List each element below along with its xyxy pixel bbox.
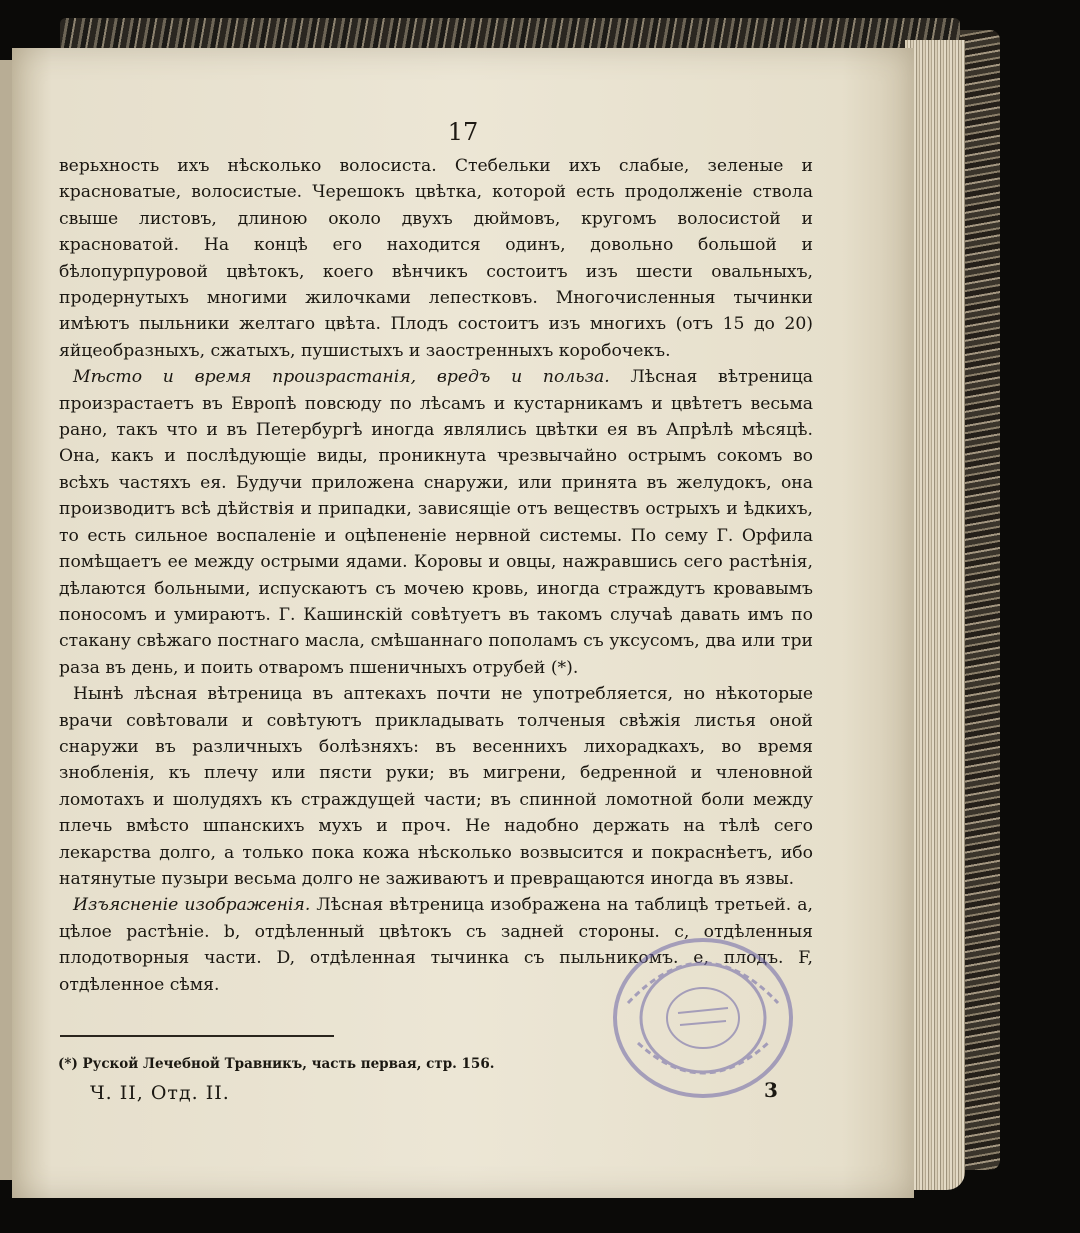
book-cover-edge: [960, 30, 1000, 1170]
book-top-edge: [60, 18, 960, 50]
paragraph-text: верьхность ихъ нѣсколько волосиста. Стебельки ихъ слабые, зеленые и красноватые, волосистые. Черешокъ цвѣтка, которой есть продолженіе ствола свыше листовъ, длиною около двухъ дюймовъ, кругомъ волосистой и красноватой. На концѣ его находится одинъ, довольно большой и бѣлопурпуровой цвѣтокъ, коего вѣнчикъ состоитъ изъ шести овальныхъ, продернутыхъ многими жилочками лепестковъ. Многочисленныя тычинки имѣютъ пыльники желтаго цвѣта. Плодъ состоитъ изъ многихъ (отъ 15 до 20) яйцеобразныхъ, сжатыхъ, пушистыхъ и заостренныхъ коробочекъ.: [59, 156, 813, 361]
signature-mark: Ч. II, Отд. II.: [90, 1082, 230, 1104]
paragraph-text: Нынѣ лѣсная вѣтреница въ аптекахъ почти не употребляется, но нѣкоторые врачи совѣтовали и совѣтуютъ прикладывать толченыя свѣжія листья оной снаружи въ различныхъ болѣзняхъ: въ весеннихъ лихорадкахъ, во время знобленія, къ плечу или пясти руки; въ мигрени, бедренной и членовной ломотахъ и шолудяхъ къ страждущей части; въ спинной ломотной боли между плечь вмѣсто шпанскихъ мухъ и проч. Не надобно держать на тѣлѣ сего лекарства долго, а только пока кожа нѣсколько возвысится и покраснѣетъ, ибо натянутые пузыри весьма долго не заживаютъ и превращаются иногда въ язвы.: [59, 684, 813, 889]
page-number: 17: [447, 118, 479, 146]
footnote: (*) Руской Лечебной Травникъ, часть первая, стр. 156.: [58, 1056, 495, 1072]
paragraph-usage: [59, 681, 813, 892]
paragraph-description: [59, 153, 813, 364]
section-heading-italic: Мѣсто и время произрастанія, вредъ и польза.: [73, 367, 610, 388]
book-page: [12, 48, 914, 1198]
footnote-rule: [60, 1035, 334, 1037]
paragraph-text: Лѣсная вѣтреница произрастаетъ въ Европѣ повсюду по лѣсамъ и кустарникамъ и цвѣтетъ весьма рано, такъ что и въ Петербургѣ иногда являлись цвѣтки ея въ Апрѣлѣ мѣсяцѣ. Она, какъ и послѣдующіе виды, проникнута чрезвычайно острымъ сокомъ во всѣхъ частяхъ ея. Будучи приложена снаружи, или принята въ желудокъ, она производитъ всѣ дѣйствія и припадки, зависящіе отъ веществъ острыхъ и ѣдкихъ, то есть сильное воспаленіе и оцѣпененіе нервной системы. По сему Г. Орфила помѣщаетъ ее между острыми ядами. Коровы и овцы, нажравшись сего растѣнія, дѣлаются больными, испускаютъ съ мочею кровь, иногда страждутъ кровавымъ поносомъ и умираютъ. Г. Кашинскій совѣтуетъ въ такомъ случаѣ давать имъ по стакану свѣжаго постнаго масла, смѣшаннаго пополамъ съ уксусомъ, два или три раза въ день, и поить отваромъ пшеничныхъ отрубей (*).: [59, 367, 813, 678]
paragraph-text: Лѣсная вѣтреница изображена на таблицѣ третьей. a, цѣлое растѣніе. b, отдѣленный цвѣтокъ съ задней стороны. c, отдѣленныя плодотворныя части. D, отдѣленная тычинка съ пыльникомъ. e, плодъ. F, отдѣленное сѣмя.: [59, 895, 813, 995]
section-heading-italic: Изъясненіе изображенія.: [73, 895, 311, 916]
body-text: [59, 153, 813, 998]
paragraph-habitat: [59, 364, 813, 681]
page-block-edges: [905, 40, 965, 1190]
sheet-number: 3: [764, 1078, 778, 1102]
facing-page-edge: [0, 60, 12, 1180]
